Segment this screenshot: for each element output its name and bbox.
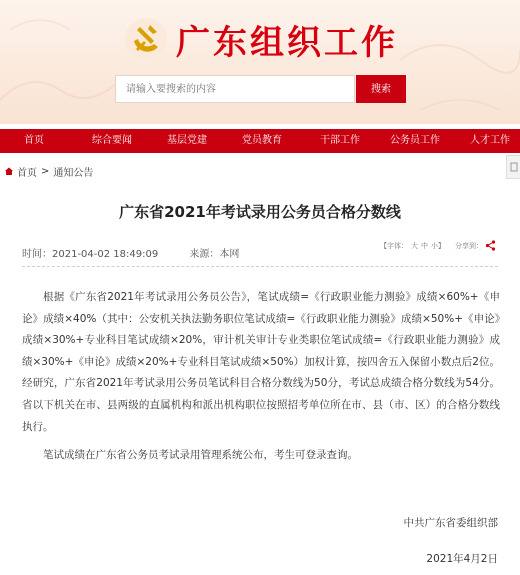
article-tools (380, 240, 496, 251)
decorative-pattern-right (400, 0, 520, 124)
search-button[interactable]: 搜索 (356, 75, 406, 103)
site-title: 广东组织工作 (176, 22, 398, 63)
article-meta (22, 245, 239, 260)
side-share-icon (510, 162, 518, 172)
breadcrumb (4, 164, 93, 178)
font-size-small[interactable]: 小 (431, 241, 438, 250)
nav-item-cadre-work[interactable]: 干部工作 (320, 135, 360, 146)
article-paragraph: 根据《广东省2021年考试录用公务员公告》，笔试成绩=《行政职业能力测验》成绩×60%+《申论》成绩×40%（其中：公安机关执法勤务职位笔试成绩=《行政职业能力测验》成绩×50%+《申论》成绩×30%+专业科目笔试成绩×20%，审计机关审计专业类职位笔试成绩=《行政职业能力测验》成绩×30%+《申论》成绩×20%+专业科目笔试成绩×50%）加权计算，按四舍五入保留小数点后2位。经研究，广东省2021年考试录用公务员笔试科目合格分数线为50分，考试总成绩合格分数线为54分。省以下机关在市、县两级的直属机构和派出机构职位按照招考单位所在市、县（市、区）的合格分数线执行。 (22, 291, 500, 433)
side-share-tab[interactable] (506, 155, 520, 179)
breadcrumb-separator: > (41, 165, 50, 177)
share-label: 分享到： (455, 241, 483, 250)
nav-item-party-building[interactable]: 基层党建 (167, 135, 207, 146)
source-value: 本网 (219, 249, 240, 260)
nav-item-home[interactable]: 首页 (24, 135, 44, 146)
site-logo[interactable] (124, 14, 398, 64)
font-size-medium[interactable]: 中 (421, 241, 428, 250)
search-input[interactable] (115, 75, 355, 103)
article-paragraph: 笔试成绩在广东省公务员考试录用管理系统公布，考生可登录查询。 (43, 449, 358, 462)
home-icon (4, 166, 14, 176)
party-emblem-icon (124, 17, 168, 61)
decorative-pattern-left (0, 0, 120, 124)
main-nav (0, 129, 520, 153)
nav-item-civil-servant[interactable]: 公务员工作 (390, 135, 440, 146)
font-size-label: 【字体： (380, 241, 408, 250)
publish-time: 2021-04-02 18:49:09 (52, 249, 159, 260)
font-size-close: 】 (438, 241, 445, 250)
source-label: 来源： (189, 249, 220, 260)
nav-item-member-education[interactable]: 党员教育 (242, 135, 282, 146)
breadcrumb-home[interactable]: 首页 (17, 167, 37, 179)
signature-date: 2021年4月2日 (426, 553, 498, 565)
article-body (22, 287, 500, 467)
font-size-large[interactable]: 大 (411, 241, 418, 250)
meta-divider (22, 266, 498, 267)
nav-item-talent[interactable]: 人才工作 (470, 135, 510, 146)
article-title: 广东省2021年考试录用公务员合格分数线 (119, 203, 401, 221)
signature: 中共广东省委组织部 (403, 517, 498, 529)
header-banner (0, 0, 520, 124)
share-icon[interactable] (485, 240, 496, 251)
time-label: 时间： (22, 249, 52, 260)
nav-item-news[interactable]: 综合要闻 (92, 135, 132, 146)
breadcrumb-current[interactable]: 通知公告 (53, 167, 94, 179)
